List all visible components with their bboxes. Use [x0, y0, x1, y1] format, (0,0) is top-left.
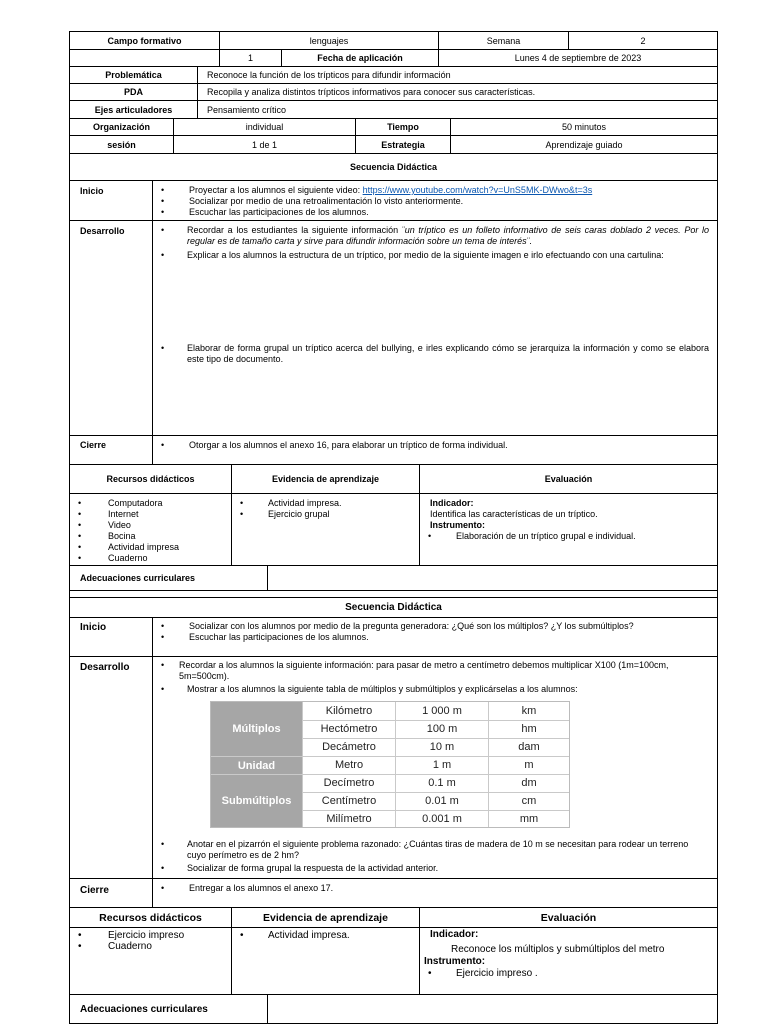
list-item: • Otorgar a los alumnos el anexo 16, para elaborar un tríptico de forma individual.: [153, 440, 717, 451]
adecuaciones-label-2: Adecuaciones curriculares: [69, 994, 268, 1024]
campo-formativo-value: lenguajes: [219, 31, 439, 50]
ejes-value: Pensamiento crítico: [197, 100, 718, 119]
table-divider: [303, 792, 569, 793]
adecuaciones-label-1: Adecuaciones curriculares: [69, 565, 268, 591]
tiempo-value: 50 minutos: [450, 118, 718, 136]
adecuaciones-value-1: [267, 565, 718, 591]
list-item: • Bocina: [70, 531, 231, 542]
unit-value: 10 m: [429, 741, 455, 753]
unit-symbol: dm: [521, 777, 537, 789]
unit-symbol: dam: [518, 741, 540, 753]
list-item: • Recordar a los alumnos la siguiente información: para pasar de metro a centímetro debemos multiplicar X100 (1m=100cm, 5m=500cm).: [153, 660, 703, 682]
list-item: • Actividad impresa.: [232, 498, 419, 509]
session-number: 1: [219, 49, 282, 67]
adecuaciones-value-2: [267, 994, 718, 1024]
list-item: • Actividad impresa.: [232, 930, 419, 941]
unit-name: Centímetro: [321, 795, 377, 807]
list-item: • Anotar en el pizarrón el siguiente problema razonado: ¿Cuántas tiras de madera de 10 m se necesitan para rodear un terreno cuyo perímetro es de 2 hm?: [153, 839, 703, 861]
inicio-item-text: Proyectar a los alumnos el siguiente video:: [189, 185, 361, 195]
list-item: • Actividad impresa: [70, 542, 231, 553]
campo-formativo-label: Campo formativo: [69, 31, 220, 50]
evaluacion-label-1: Evaluación: [419, 464, 718, 494]
list-item: • Entregar a los alumnos el anexo 17.: [153, 883, 717, 894]
instrumento-label: Instrumento:: [424, 956, 486, 967]
list-item: • Ejercicio impreso .: [420, 968, 717, 979]
recursos-list-1: [69, 493, 232, 566]
pda-value: Recopila y analiza distintos trípticos informativos para conocer sus características.: [197, 83, 718, 101]
inicio-content-1: [152, 180, 718, 221]
unit-symbol: mm: [519, 812, 539, 825]
list-item: • Ejercicio impreso: [70, 930, 231, 941]
list-item: • Escuchar las participaciones de los alumnos.: [153, 207, 717, 218]
blank-cell: [69, 49, 220, 67]
ejes-label: Ejes articuladores: [69, 100, 198, 119]
unit-name: Hectómetro: [320, 723, 378, 735]
secuencia-title-1: Secuencia Didáctica: [69, 153, 718, 181]
recursos-label-2: Recursos didácticos: [69, 907, 232, 928]
evidencia-label-2: Evidencia de aprendizaje: [231, 907, 420, 928]
recursos-list-2: [69, 927, 232, 995]
sesion-label: sesión: [69, 135, 174, 154]
list-item: [153, 225, 709, 247]
unit-name: Decámetro: [322, 741, 376, 753]
unit-value: 100 m: [426, 723, 458, 735]
cierre-label-1: Cierre: [69, 435, 153, 465]
indicador-value: Identifica las características de un tríptico.: [430, 509, 598, 519]
unit-value: 0.01 m: [425, 795, 459, 807]
list-item: • Cuaderno: [70, 941, 231, 952]
evidencia-list-2: [231, 927, 420, 995]
list-item: [153, 185, 717, 196]
fecha-value: Lunes 4 de septiembre de 2023: [438, 49, 718, 67]
list-item: • Elaboración de un tríptico grupal e individual.: [420, 531, 717, 542]
list-item: • Socializar de forma grupal la respuesta de la actividad anterior.: [153, 863, 703, 874]
unit-value: 1 m: [432, 759, 452, 771]
estrategia-value: Aprendizaje guiado: [450, 135, 718, 154]
unit-value: 1 000 m: [422, 705, 462, 717]
desarrollo-item-text: Recordar a los estudiantes la siguiente información: [187, 225, 402, 235]
inicio-content-2: [152, 617, 718, 657]
tiempo-label: Tiempo: [355, 118, 451, 136]
semana-label: Semana: [438, 31, 569, 50]
indicador-label: Indicador:: [430, 929, 479, 940]
units-table: [210, 701, 570, 828]
list-item: • Cuaderno: [70, 553, 231, 564]
list-item: • Escuchar las participaciones de los alumnos.: [153, 632, 717, 643]
unit-name: Milímetro: [326, 812, 372, 825]
list-item: • Socializar con los alumnos por medio de la pregunta generadora: ¿Qué son los múltiplos? ¿Y los submúltiplos?: [153, 621, 717, 632]
desarrollo-label-2: Desarrollo: [69, 656, 153, 879]
evaluacion-content-1: [419, 493, 718, 566]
table-divider: [303, 738, 569, 739]
estrategia-label: Estrategia: [355, 135, 451, 154]
list-item: • Internet: [70, 509, 231, 520]
evaluacion-content-2: [419, 927, 718, 995]
evidencia-list-1: [231, 493, 420, 566]
group-submultiplos: Submúltiplos: [211, 775, 302, 827]
table-divider: [303, 720, 569, 721]
list-item: • Elaborar de forma grupal un tríptico acerca del bullying, e irles explicando cómo se jerarquiza la información y como se elabora este tipo de documento.: [153, 343, 709, 365]
secuencia-title-2: Secuencia Didáctica: [69, 597, 718, 618]
organizacion-value: individual: [173, 118, 356, 136]
group-unidad: Unidad: [211, 757, 302, 774]
unit-name: Decímetro: [323, 777, 375, 789]
list-item: • Ejercicio grupal: [232, 509, 419, 520]
problematica-value: Reconoce la función de los trípticos para difundir información: [197, 66, 718, 84]
triptico-definition: ¨un tríptico es un folleto informativo de seis caras doblado 2 veces. Por lo regular es de tamaño carta y sirve para difundir información sobre un tema de interés¨.: [187, 225, 709, 246]
cierre-content-2: [152, 878, 718, 908]
sesion-value: 1 de 1: [173, 135, 356, 154]
semana-value: 2: [568, 31, 718, 50]
video-link[interactable]: https://www.youtube.com/watch?v=UnS5MK-DWwo&t=3s: [362, 185, 593, 195]
table-divider: [211, 756, 569, 757]
indicador-value: Reconoce los múltiplos y submúltiplos del metro: [451, 944, 665, 955]
list-item: • Socializar por medio de una retroalimentación lo visto anteriormente.: [153, 196, 717, 207]
list-item: • Computadora: [70, 498, 231, 509]
evidencia-label-1: Evidencia de aprendizaje: [231, 464, 420, 494]
desarrollo-label-1: Desarrollo: [69, 220, 153, 436]
group-multiplos: Múltiplos: [211, 702, 302, 756]
fecha-label: Fecha de aplicación: [281, 49, 439, 67]
desarrollo-content-1: [152, 220, 718, 436]
cierre-content-1: [152, 435, 718, 465]
problematica-label: Problemática: [69, 66, 198, 84]
inicio-label-1: Inicio: [69, 180, 153, 221]
evaluacion-label-2: Evaluación: [419, 907, 718, 928]
table-divider: [303, 810, 569, 811]
list-item: • Video: [70, 520, 231, 531]
unit-symbol: cm: [521, 795, 537, 807]
unit-name: Metro: [334, 759, 364, 771]
instrumento-label: Instrumento:: [430, 520, 485, 530]
unit-symbol: m: [524, 759, 534, 771]
unit-value: 0.001 m: [422, 812, 462, 825]
list-item: • Mostrar a los alumnos la siguiente tabla de múltiplos y submúltiplos y explicárselas a los alumnos:: [153, 684, 703, 695]
unit-symbol: km: [521, 705, 537, 717]
organizacion-label: Organización: [69, 118, 174, 136]
cierre-label-2: Cierre: [69, 878, 153, 908]
list-item: • Explicar a los alumnos la estructura de un tríptico, por medio de la siguiente imagen e irlo efectuando con una cartulina:: [153, 250, 709, 261]
unit-value: 0.1 m: [428, 777, 456, 789]
unit-symbol: hm: [521, 723, 537, 735]
table-divider: [211, 774, 569, 775]
recursos-label-1: Recursos didácticos: [69, 464, 232, 494]
inicio-label-2: Inicio: [69, 617, 153, 657]
pda-label: PDA: [69, 83, 198, 101]
indicador-label: Indicador:: [430, 498, 474, 508]
unit-name: Kilómetro: [325, 705, 373, 717]
